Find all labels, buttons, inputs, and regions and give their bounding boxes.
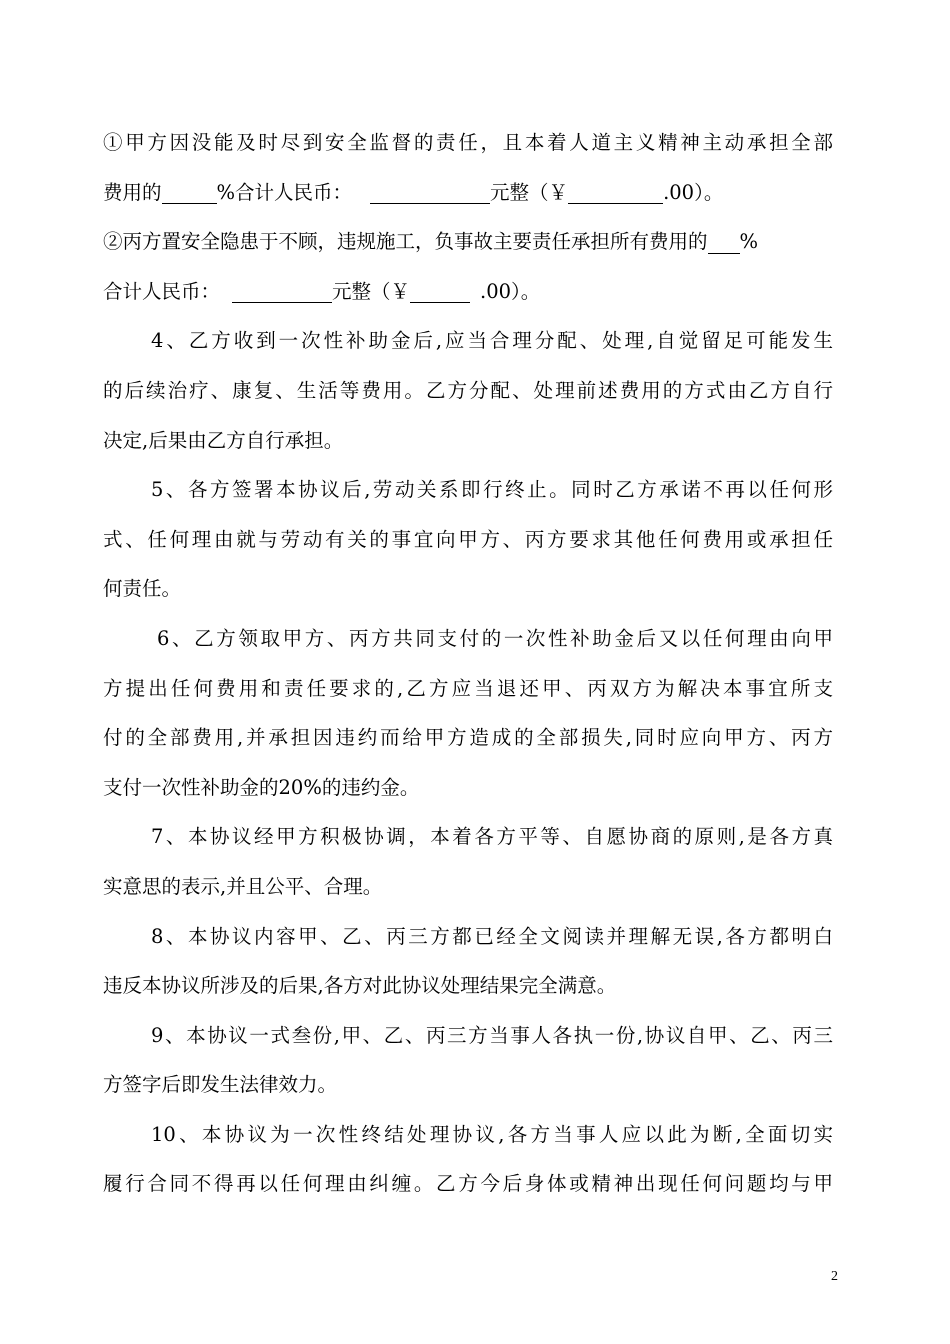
text-segment: 元整（￥ (332, 279, 411, 303)
page-number: 2 (831, 1269, 838, 1284)
blank-percentage-field[interactable] (708, 232, 740, 253)
text-segment: % (739, 230, 759, 254)
text-line: 10、本协议为一次性终结处理协议,各方当事人应以此为断,全面切实 (151, 1122, 833, 1146)
text-line: 违反本协议所涉及的后果,各方对此协议处理结果完全满意。 (103, 974, 617, 998)
text-line: 付的全部费用,并承担因违约而给甲方造成的全部损失,同时应向甲方、丙方 (103, 726, 833, 750)
text-segment: .00）。 (663, 180, 724, 204)
text-segment: 费用的 (103, 180, 162, 204)
text-segment: 元整（￥ (490, 180, 569, 204)
text-line: 式、任何理由就与劳动有关的事宜向甲方、丙方要求其他任何费用或承担任 (103, 527, 833, 551)
text-line-fill-blanks (103, 267, 833, 317)
blank-amount-words-field[interactable] (232, 282, 332, 303)
text-line: 决定,后果由乙方自行承担。 (103, 428, 344, 452)
text-line: 7、本协议经甲方积极协调，本着各方平等、自愿协商的原则,是各方真 (151, 825, 833, 849)
text-line: ①甲方因没能及时尽到安全监督的责任，且本着人道主义精神主动承担全部 (103, 131, 833, 154)
text-segment: %合计人民币： (216, 180, 353, 204)
text-segment: 合计人民币： (103, 279, 221, 303)
blank-amount-words-field[interactable] (370, 183, 490, 204)
text-line-fill-blanks (103, 168, 833, 218)
agreement-text (103, 118, 833, 1209)
text-segment: ②丙方置安全隐患于不顾，违规施工，负事故主要责任承担所有费用的 (103, 230, 708, 254)
text-line: 方提出任何费用和责任要求的,乙方应当退还甲、丙双方为解决本事宜所支 (103, 676, 833, 700)
text-line: 支付一次性补助金的20%的违约金。 (103, 775, 420, 799)
text-line-fill-blanks (103, 217, 833, 267)
text-line: 方签字后即发生法律效力。 (103, 1073, 338, 1097)
text-line: 5、各方签署本协议后,劳动关系即行终止。同时乙方承诺不再以任何形 (151, 478, 833, 502)
text-line: 的后续治疗、康复、生活等费用。乙方分配、处理前述费用的方式由乙方自行 (103, 378, 833, 402)
text-segment: .00）。 (480, 279, 541, 303)
text-line: 8、本协议内容甲、乙、丙三方都已经全文阅读并理解无误,各方都明白 (151, 924, 833, 948)
blank-amount-figures-field[interactable] (568, 183, 663, 204)
blank-amount-figures-field[interactable] (410, 282, 470, 303)
text-line: 4、乙方收到一次性补助金后,应当合理分配、处理,自觉留足可能发生 (151, 329, 833, 353)
text-line: 实意思的表示,并且公平、合理。 (103, 874, 383, 898)
text-line: 9、本协议一式叁份,甲、乙、丙三方当事人各执一份,协议自甲、乙、丙三 (151, 1023, 833, 1047)
text-line: 何责任。 (103, 577, 182, 601)
text-line: 6、乙方领取甲方、丙方共同支付的一次性补助金后又以任何理由向甲 (157, 626, 833, 650)
blank-percentage-field[interactable] (162, 183, 217, 204)
text-line: 履行合同不得再以任何理由纠缠。乙方今后身体或精神出现任何问题均与甲 (103, 1172, 833, 1196)
